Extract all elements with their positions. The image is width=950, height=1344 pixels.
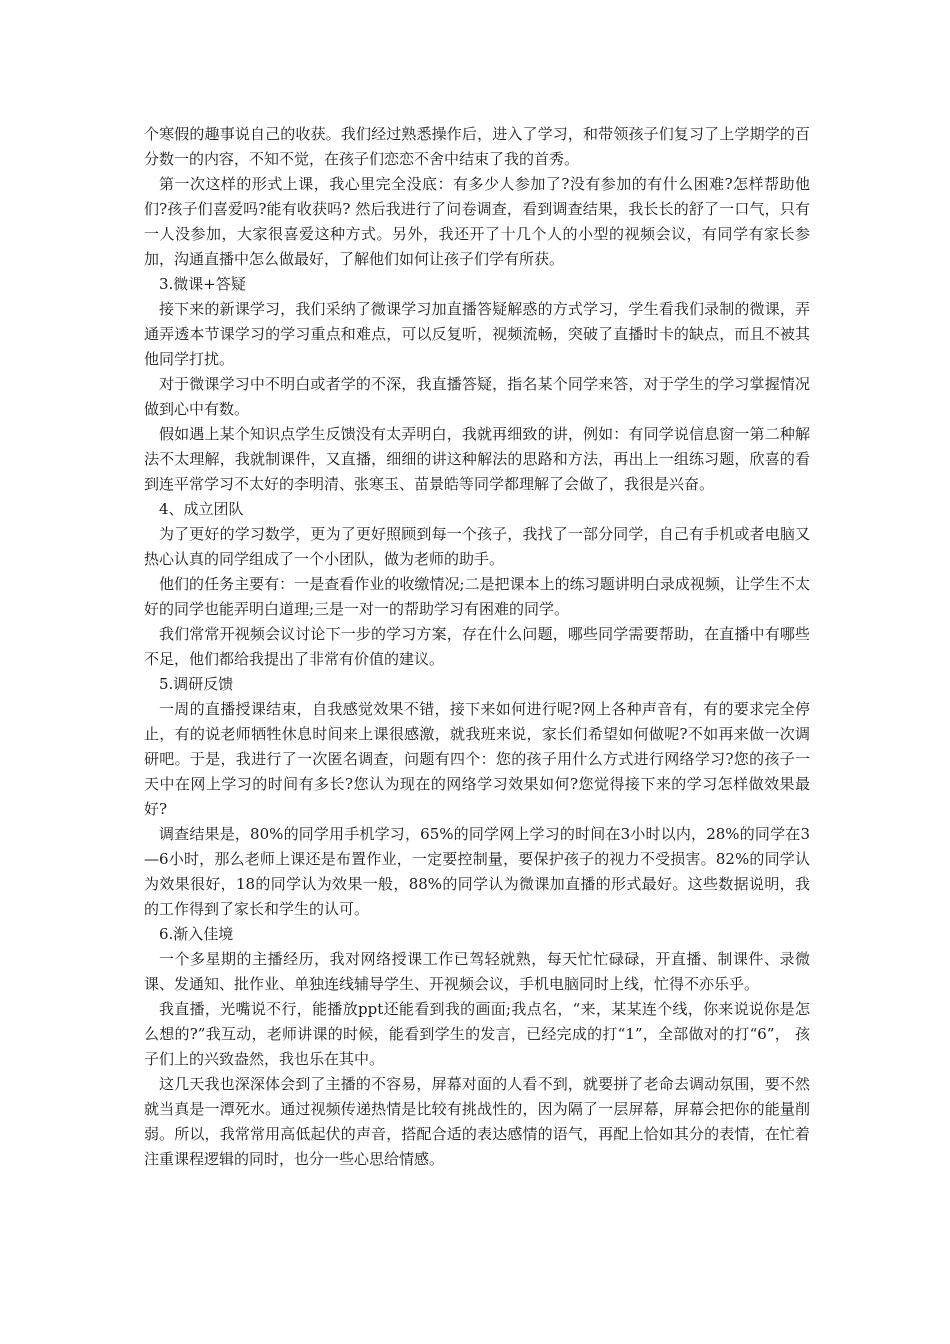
section-heading-4: 4、成立团队 <box>159 500 244 518</box>
paragraph: 为了更好的学习数学，更为了更好照顾到每一个孩子，我找了一部分同学，自己有手机或者电脑又热心认真的同学组成了一个小团队，做为老师的助手。 <box>144 525 810 568</box>
document-body <box>144 122 810 1172</box>
paragraph: 假如遇上某个知识点学生反馈没有太弄明白，我就再细致的讲，例如：有同学说信息窗一第二种解法不太理解，我就制课件，又直播，细细的讲这种解法的思路和方法，再出上一组练习题，欣喜的看到连平常学习不太好的李明清、张寒玉、苗景皓等同学都理解了会做了，我很是兴奋。 <box>144 425 810 493</box>
paragraph: 这几天我也深深体会到了主播的不容易，屏幕对面的人看不到，就要拼了老命去调动氛围，要不然就当真是一潭死水。通过视频传递热情是比较有挑战性的，因为隔了一层屏幕，屏幕会把你的能量削弱。所以，我常常用高低起伏的声音，搭配合适的表达感情的语气，再配上恰如其分的表情，在忙着注重课程逻辑的同时，也分一些心思给情感。 <box>144 1075 810 1168</box>
section-heading-6: 6.渐入佳境 <box>159 925 234 943</box>
paragraph: 调查结果是，80%的同学用手机学习，65%的同学网上学习的时间在3小时以内，28%的同学在3—6小时，那么老师上课还是布置作业，一定要控制量，要保护孩子的视力不受损害。82%的同学认为效果很好，18的同学认为效果一般，88%的同学认为微课加直播的形式最好。这些数据说明，我的工作得到了家长和学生的认可。 <box>144 825 810 918</box>
paragraph: 我们常常开视频会议讨论下一步的学习方案，存在什么问题，哪些同学需要帮助，在直播中有哪些不足，他们都给我提出了非常有价值的建议。 <box>144 625 810 668</box>
section-heading-3: 3.微课+答疑 <box>159 275 246 293</box>
paragraph-continuation: 个寒假的趣事说自己的收获。我们经过熟悉操作后，进入了学习，和带领孩子们复习了上学期学的百分数一的内容，不知不觉，在孩子们恋恋不舍中结束了我的首秀。 <box>144 125 810 168</box>
section-heading-5: 5.调研反馈 <box>159 675 234 693</box>
paragraph: 一个多星期的主播经历，我对网络授课工作已驾轻就熟，每天忙忙碌碌，开直播、制课件、录微课、发通知、批作业、单独连线辅导学生、开视频会议，手机电脑同时上线，忙得不亦乐乎。 <box>144 950 810 993</box>
paragraph: 我直播，光嘴说不行，能播放ppt还能看到我的画面;我点名，“来，某某连个线，你来说说你是怎么想的?”我互动，老师讲课的时候，能看到学生的发言，已经完成的打“1”，全部做对的打“6”， 孩子们上的兴致盎然，我也乐在其中。 <box>144 1000 810 1068</box>
paragraph: 一周的直播授课结束，自我感觉效果不错，接下来如何进行呢?网上各种声音有，有的要求完全停止，有的说老师牺牲休息时间来上课很感激，就我班来说，家长们希望如何做呢?不如再来做一次调研吧。于是，我进行了一次匿名调查，问题有四个：您的孩子用什么方式进行网络学习?您的孩子一天中在网上学习的时间有多长?您认为现在的网络学习效果如何?您觉得接下来的学习怎样做效果最好? <box>144 700 810 818</box>
paragraph: 对于微课学习中不明白或者学的不深，我直播答疑，指名某个同学来答，对于学生的学习掌握情况做到心中有数。 <box>144 375 810 418</box>
paragraph: 接下来的新课学习，我们采纳了微课学习加直播答疑解惑的方式学习，学生看我们录制的微课，弄通弄透本节课学习的学习重点和难点，可以反复听，视频流畅，突破了直播时卡的缺点，而且不被其他同学打扰。 <box>144 300 810 368</box>
paragraph: 第一次这样的形式上课，我心里完全没底：有多少人参加了?没有参加的有什么困难?怎样帮助他们?孩子们喜爱吗?能有收获吗? 然后我进行了问卷调查，看到调查结果，我长长的舒了一口气，只有一人没参加，大家很喜爱这种方式。另外，我还开了十几个人的小型的视频会议，有同学有家长参加，沟通直播中怎么做最好，了解他们如何让孩子们学有所获。 <box>144 175 810 268</box>
paragraph: 他们的任务主要有：一是查看作业的收缴情况;二是把课本上的练习题讲明白录成视频，让学生不太好的同学也能弄明白道理;三是一对一的帮助学习有困难的同学。 <box>144 575 810 618</box>
